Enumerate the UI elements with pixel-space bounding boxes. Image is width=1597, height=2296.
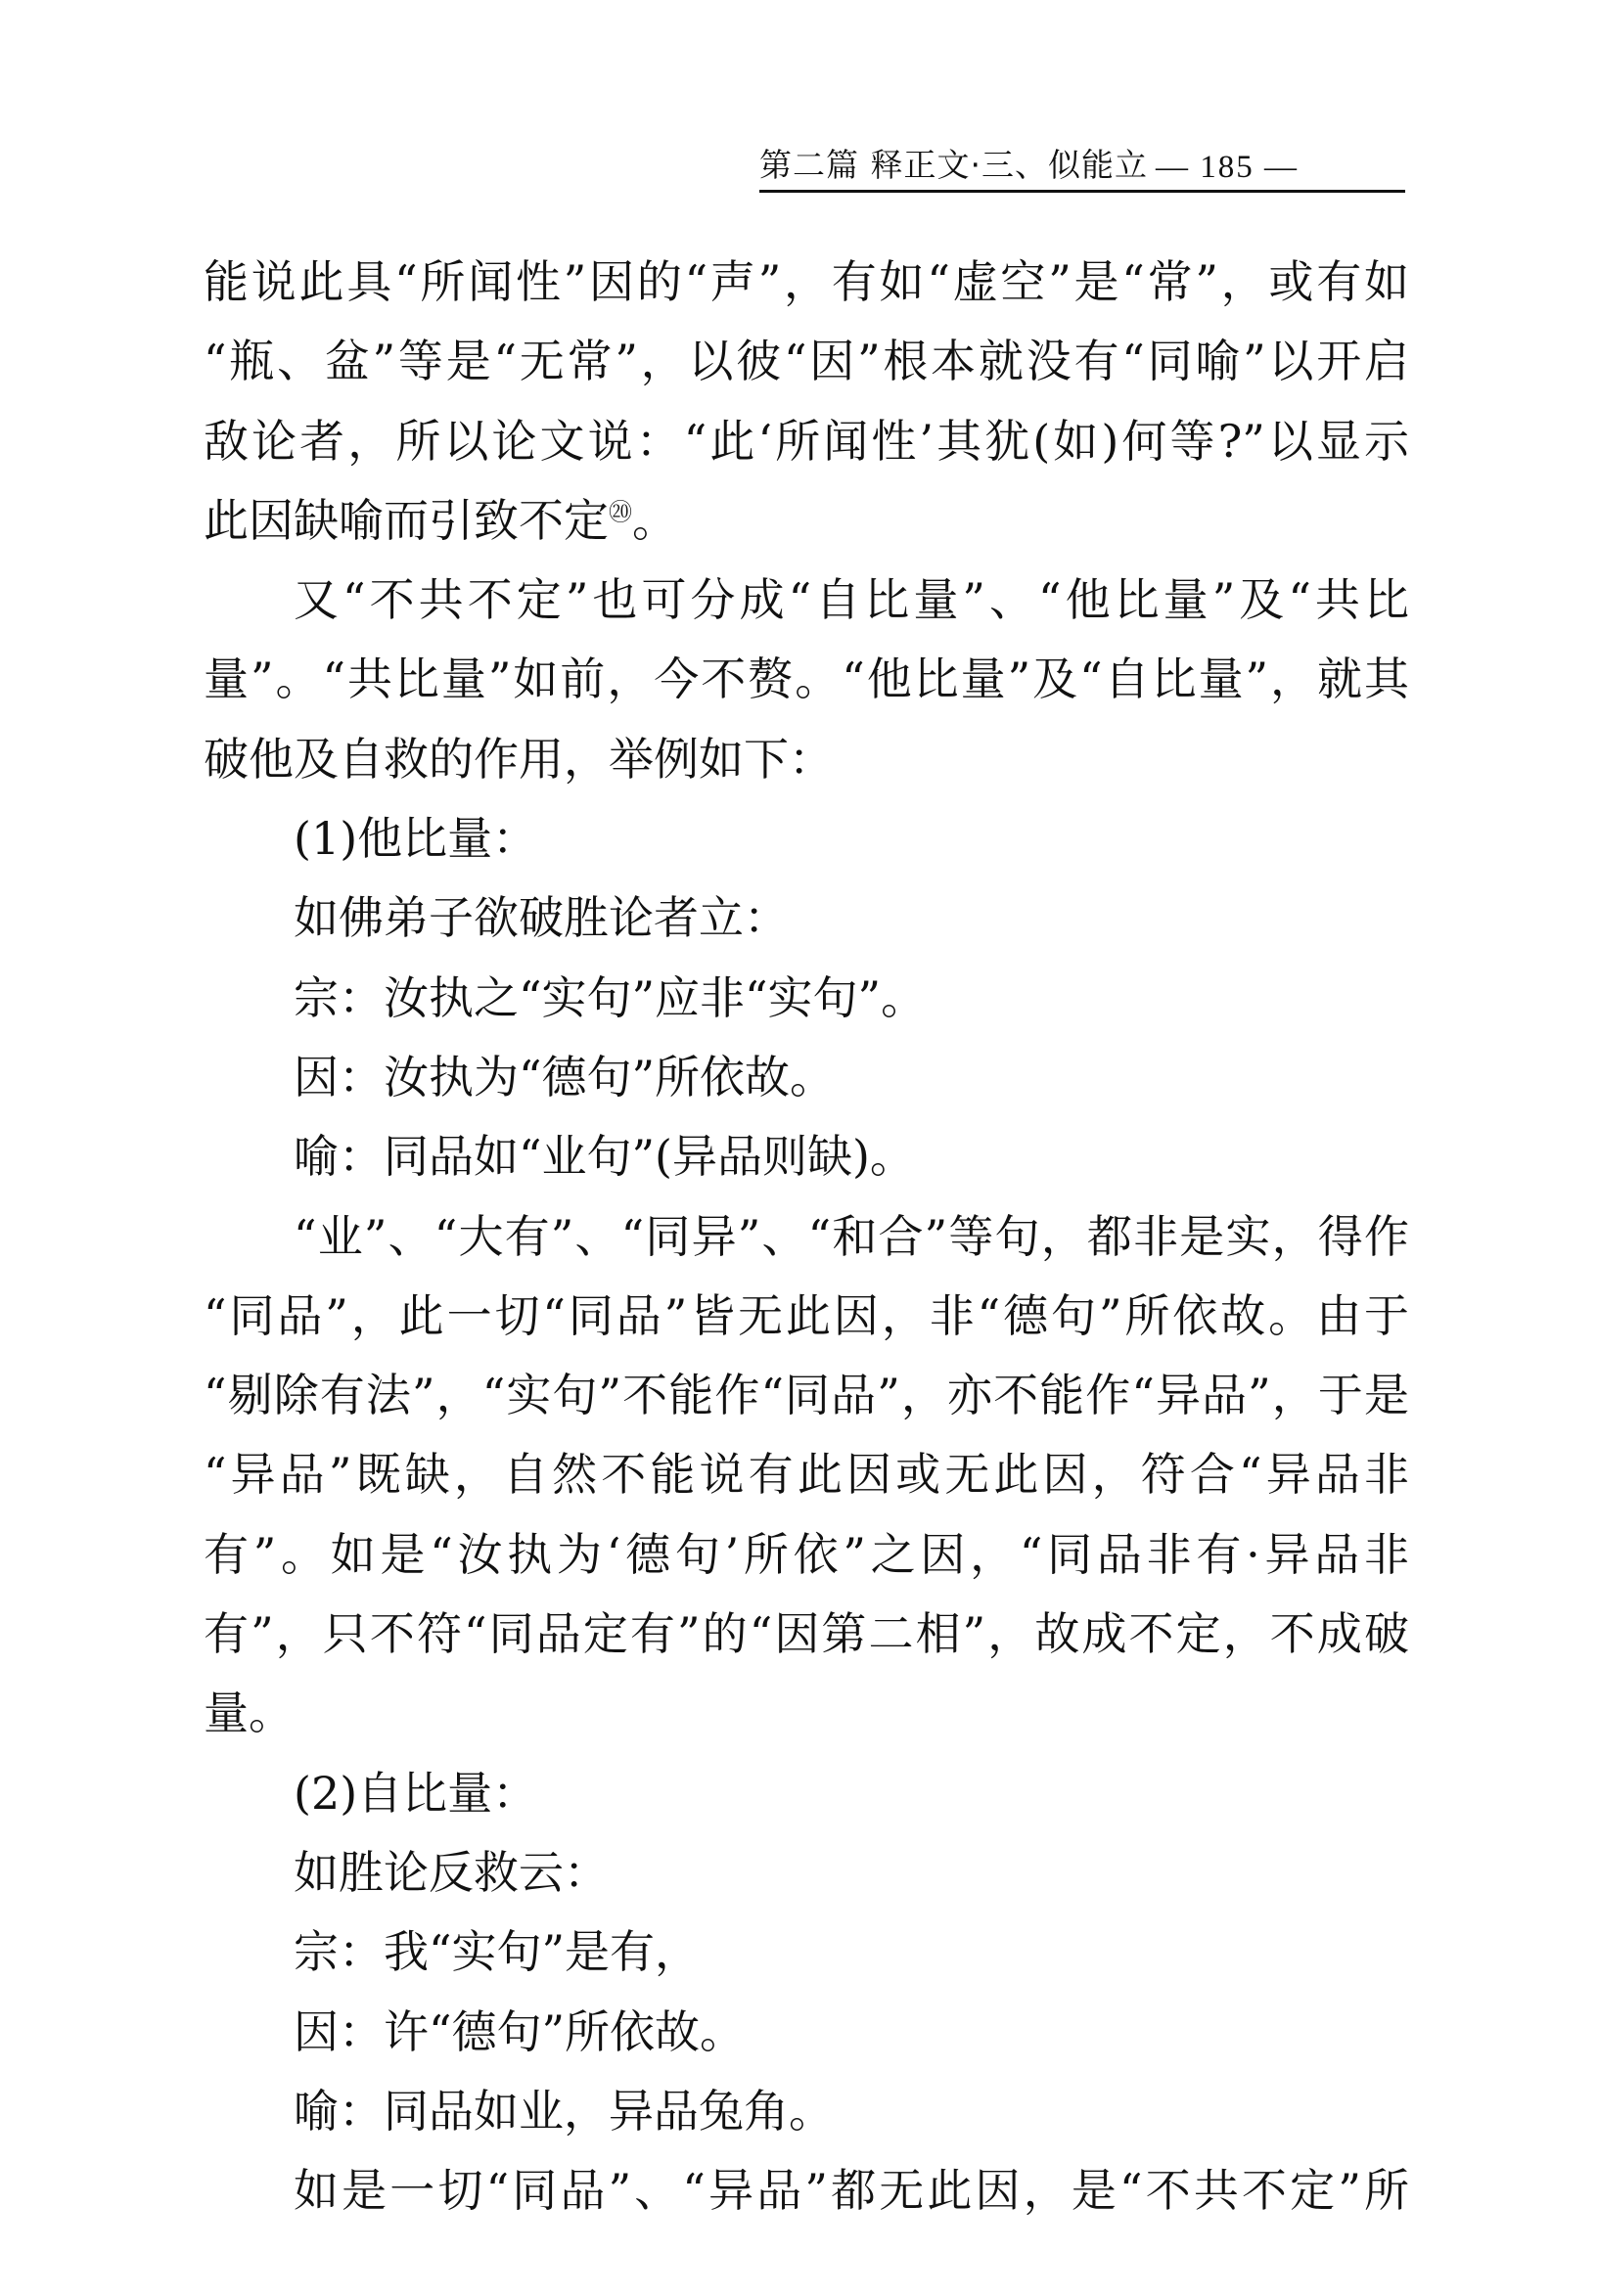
body-text xyxy=(204,243,1409,2230)
line-text: 宗：汝执之“实句”应非“实句”。 xyxy=(294,970,927,1024)
line-text: “瓶、盆”等是“无常”，以彼“因”根本就没有“同喻”以开启 xyxy=(204,335,1409,388)
text-line xyxy=(204,1038,1409,1117)
text-line xyxy=(204,1197,1409,1277)
text-line xyxy=(204,1595,1409,1674)
text-line xyxy=(204,1435,1409,1514)
text-line xyxy=(204,561,1409,640)
line-text: 因：许“德句”所依故。 xyxy=(294,2004,746,2058)
text-line xyxy=(204,1356,1409,1435)
text-line xyxy=(204,322,1409,401)
line-text: 此因缺喻而引致不定 xyxy=(204,493,609,547)
text-line xyxy=(204,1993,1409,2072)
line-text: 有”，只不符“同品定有”的“因第二相”，故成不定，不成破 xyxy=(204,1607,1409,1661)
line-text: 有”。如是“汝执为‘德句’所依”之因，“同品非有·异品非 xyxy=(204,1527,1409,1581)
line-text: (1)他比量： xyxy=(294,812,538,866)
text-line xyxy=(204,2072,1409,2151)
line-text: 如胜论反救云： xyxy=(294,1845,609,1899)
line-text: 又“不共不定”也可分成“自比量”、“他比量”及“共比 xyxy=(294,573,1409,627)
text-line xyxy=(204,2151,1409,2230)
running-header xyxy=(759,137,1405,186)
line-text: 敌论者，所以论文说：“此‘所闻性’其犹(如)何等?”以显示 xyxy=(204,414,1409,468)
text-line xyxy=(204,1277,1409,1356)
text-line xyxy=(204,1754,1409,1833)
footnote-ref[interactable]: ⑳ xyxy=(609,498,632,526)
text-line xyxy=(204,640,1409,719)
text-line xyxy=(204,1117,1409,1196)
text-line xyxy=(204,1515,1409,1595)
line-text: “业”、“大有”、“同异”、“和合”等句，都非是实，得作 xyxy=(294,1209,1409,1263)
line-text: “剔除有法”，“实句”不能作“同品”，亦不能作“异品”，于是 xyxy=(204,1369,1409,1422)
page-number: — 185 — xyxy=(1155,150,1299,185)
text-line xyxy=(204,1913,1409,1992)
text-line xyxy=(204,243,1409,322)
text-line xyxy=(204,481,1409,561)
running-title: 第二篇 释正文·三、似能立 xyxy=(759,146,1148,184)
line-text: “异品”既缺，自然不能说有此因或无此因，符合“异品非 xyxy=(204,1448,1409,1502)
line-text: 量。 xyxy=(204,1687,294,1740)
line-text: 能说此具“所闻性”因的“声”，有如“虚空”是“常”，或有如 xyxy=(204,255,1409,308)
text-line xyxy=(204,720,1409,799)
line-text: 宗：我“实句”是有， xyxy=(294,1925,701,1979)
line-tail: 。 xyxy=(632,493,677,547)
text-line xyxy=(204,402,1409,481)
line-text: 如佛弟子欲破胜论者立： xyxy=(294,891,789,945)
line-text: 量”。“共比量”如前，今不赘。“他比量”及“自比量”，就其 xyxy=(204,653,1409,706)
line-text: 破他及自救的作用，举例如下： xyxy=(204,732,834,786)
line-text: 因：汝执为“德句”所依故。 xyxy=(294,1050,836,1103)
text-line xyxy=(204,1674,1409,1753)
line-text: 喻：同品如业，异品兔角。 xyxy=(294,2084,834,2138)
line-text: 如是一切“同品”、“异品”都无此因，是“不共不定”所 xyxy=(294,2164,1409,2218)
text-line xyxy=(204,878,1409,958)
text-line xyxy=(204,959,1409,1038)
text-line xyxy=(204,1833,1409,1913)
line-text: “同品”，此一切“同品”皆无此因，非“德句”所依故。由于 xyxy=(204,1288,1409,1342)
line-text: 喻：同品如“业句”(异品则缺)。 xyxy=(294,1130,915,1184)
line-text: (2)自比量： xyxy=(294,1766,538,1820)
header-rule xyxy=(759,190,1405,193)
text-line xyxy=(204,799,1409,878)
